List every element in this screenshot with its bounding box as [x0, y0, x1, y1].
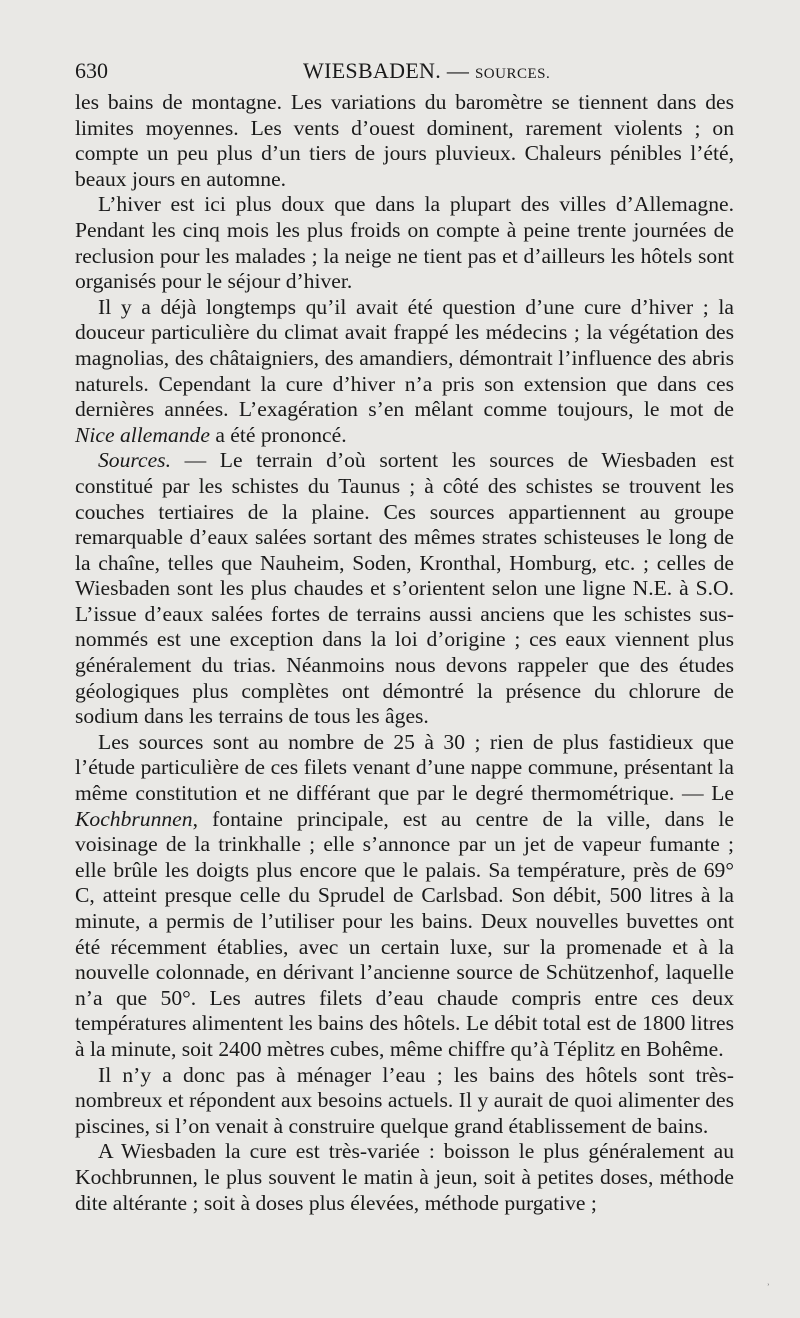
margin-mark: ʾ	[766, 1283, 770, 1294]
header-section: SOURCES.	[474, 66, 551, 82]
paragraph-text: les bains de montagne. Les variations du baromètre se tiennent dans des limites moyennes. Les vents d’ouest dominent, rarement violents ; on compte un peu plus d’un tiers de jours pluvieux. Chaleurs pénibles l’été, beaux jours en automne.	[75, 90, 734, 191]
running-title	[303, 58, 550, 84]
paragraph-text-before: Les sources sont au nombre de 25 à 30 ; rien de plus fastidieux que l’étude particulière de ces filets venant d’une nappe commune, présentant la même constitution et ne différant que par le degré thermométrique. — Le	[75, 729, 734, 806]
paragraph-3	[75, 295, 734, 449]
section-heading: Sources.	[98, 448, 171, 473]
paragraph-5	[75, 730, 734, 1063]
page-body	[75, 90, 734, 1216]
paragraph-text-before: Il y a déjà longtemps qu’il avait été question d’une cure d’hiver ; la douceur particulière du climat avait frappé les médecins ; la végétation des magnolias, des châtaigniers, des amandiers, démontrait l’influence des abris naturels. Cependant la cure d’hiver n’a pris son extension que dans ces dernières années. L’exagération s’en mêlant comme toujours, le mot de	[75, 294, 734, 422]
paragraph-1	[75, 90, 734, 192]
italic-term: Nice allemande	[75, 422, 210, 447]
running-header	[75, 56, 734, 90]
page-number: 630	[75, 58, 108, 83]
paragraph-text: A Wiesbaden la cure est très-variée : boisson le plus généralement au Kochbrunnen, le plus souvent le matin à jeun, soit à petites doses, méthode dite altérante ; soit à doses plus élevées, méthode purgative ;	[75, 1139, 734, 1215]
paragraph-text-after: a été prononcé.	[209, 422, 347, 447]
italic-term: Kochbrunnen	[75, 806, 193, 831]
paragraph-2	[75, 192, 734, 294]
paragraph-4	[75, 448, 734, 730]
paragraph-text-after: — Le terrain d’où sortent les sources de Wiesbaden est constitué par les schistes du Taunus ; à côté des schistes se trouvent les couches tertiaires de la plaine. Ces sources appartiennent au groupe remarquable d’eaux salées sortant des mêmes strates schisteuses le long de la chaîne, telles que Nauheim, Soden, Kronthal, Homburg, etc. ; celles de Wiesbaden sont les plus chaudes et s’orientent selon une ligne N.E. à S.O. L’issue d’eaux salées fortes de terrains aussi anciens que les schistes sus-nommés est une exception dans la loi d’origine ; ces eaux viennent plus généralement du trias. Néanmoins nous devons rappeler que des études géologiques plus complètes ont démontré la présence du chlorure de sodium dans les terrains de tous les âges.	[75, 448, 734, 729]
paragraph-text: L’hiver est ici plus doux que dans la plupart des villes d’Allemagne. Pendant les cinq mois les plus froids on compte à peine trente journées de reclusion pour les malades ; la neige ne tient pas et d’ailleurs les hôtels sont organisés pour le séjour d’hiver.	[75, 192, 734, 294]
paragraph-6	[75, 1063, 734, 1140]
paragraph-text-after: , fontaine principale, est au centre de la ville, dans le voisinage de la trinkhalle ; elle s’annonce par un jet de vapeur fumante ; elle brûle les doigts plus encore que le palais. Sa température, près de 69° C, atteint presque celle du Sprudel de Carlsbad. Son débit, 500 litres à la minute, a permis de l’utiliser pour les bains. Deux nouvelles buvettes ont été récemment établies, avec un certain luxe, sur la promenade et à la nouvelle colonnade, en dérivant l’ancienne source de Schützenhof, laquelle n’a que 50°. Les autres filets d’eau chaude compris entre ces deux températures alimentent les bains des hôtels. Le débit total est de 1800 litres à la minute, soit 2400 mètres cubes, même chiffre qu’à Téplitz en Bohême.	[75, 806, 734, 1061]
header-title: WIESBADEN.	[303, 58, 442, 83]
header-separator: —	[441, 58, 475, 83]
paragraph-7	[75, 1139, 734, 1216]
paragraph-text: Il n’y a donc pas à ménager l’eau ; les bains des hôtels sont très-nombreux et répondent aux besoins actuels. Il y aurait de quoi alimenter des piscines, si l’on venait à construire quelque grand établissement de bains.	[75, 1062, 734, 1138]
